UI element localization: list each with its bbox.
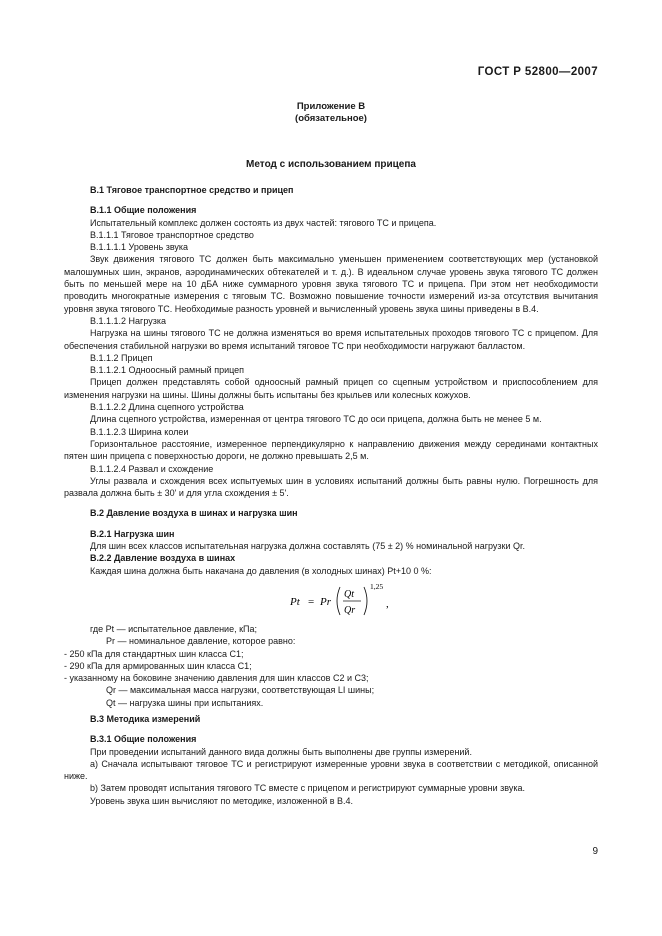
section-heading-b3: В.3 Методика измерений	[90, 713, 201, 724]
annex-title: Приложение В	[296, 101, 366, 112]
formula-pr: Pr	[320, 595, 331, 608]
paragraph: Уровень звука шин вычисляют по методике, изложенной в В.4.	[90, 795, 354, 806]
standard-designation: ГОСТ Р 52800—2007	[477, 66, 598, 78]
paragraph: Для шин всех классов испытательная нагрузка должна составлять (75 ± 2) % номинальной нагрузки Qr.	[90, 541, 526, 552]
pressure-formula	[104, 577, 598, 623]
clause-heading: В.1.1.2.4 Развал и схождение	[90, 463, 214, 474]
formula-numerator: Qt	[344, 588, 354, 600]
section-heading-b2: В.2 Давление воздуха в шинах и нагрузка шин	[90, 508, 298, 519]
clause-heading: В.1.1.2.1 Одноосный рамный прицеп	[90, 365, 245, 376]
method-title: Метод с использованием прицепа	[246, 159, 416, 170]
where-list-item: - указанному на боковине значению давления для шин классов С2 и С3;	[64, 673, 369, 684]
where-list-item: - 290 кПа для армированных шин класса С1;	[64, 660, 252, 671]
paragraph: Горизонтальное расстояние, измеренное перпендикулярно к направлению движения между серединами контактных пятен шин прицепа с поверхностью дороги, не должно превышать 2,5 м.	[64, 438, 598, 462]
formula-equals: =	[308, 595, 315, 608]
clause-heading: В.1.1.1.2 Нагрузка	[90, 315, 166, 326]
paragraph: Испытательный комплекс должен состоять из двух частей: тягового ТС и прицепа.	[90, 217, 437, 228]
paragraph: Каждая шина должна быть накачана до давления (в холодных шинах) Pt+10 0 %:	[90, 565, 432, 576]
clause-heading: В.1.1.2 Прицеп	[90, 352, 153, 363]
document-body	[64, 184, 598, 807]
clause-heading: В.1.1.1.1 Уровень звука	[90, 242, 189, 253]
paragraph: Звук движения тягового ТС должен быть максимально уменьшен применением соответствующих мер (установкой малошумных шин, экранов, аэродинамических обтекателей и т. д.). В идеальном случае уровень звука тягового ТС должен быть по меньшей мере на 10 дБА ниже суммарного уровня звука тягового ТС и прицепа. При этом нет необходимости проводить многократные измерения с тяговым ТС. Возможно повышение точности измерений из-за отсутствия вычитания уровня звука тягового ТС. Необходимые разность уровней и вычисленный уровень звука шины приведены в В.4.	[64, 254, 598, 314]
where-line: где Pt — испытательное давление, кПа;	[90, 623, 257, 634]
formula-graphic	[286, 577, 416, 623]
formula-exponent: 1,25	[370, 581, 384, 591]
paragraph: При проведении испытаний данного вида должны быть выполнены две группы измерений.	[90, 746, 472, 757]
annex-heading	[0, 101, 662, 125]
section-heading-b1: В.1 Тяговое транспортное средство и прицеп	[90, 185, 294, 195]
paragraph: Длина сцепного устройства, измеренная от центра тягового ТС до оси прицепа, должна быть не менее 5 м.	[90, 414, 542, 425]
annex-status: (обязательное)	[295, 113, 367, 124]
clause-heading: В.1.1.1 Тяговое транспортное средство	[90, 229, 254, 240]
subsection-heading-b22: В.2.2 Давление воздуха в шинах	[90, 553, 236, 564]
clause-heading: В.1.1.2.2 Длина сцепного устройства	[90, 402, 244, 413]
where-list-item: - 250 кПа для стандартных шин класса С1;	[64, 648, 244, 659]
formula-lhs: Pt	[290, 595, 300, 608]
subsection-heading-b31: В.3.1 Общие положения	[90, 734, 197, 745]
paragraph: Углы развала и схождения всех испытуемых шин в условиях испытаний должны быть равны нулю. Погрешность для развала должна быть ± 30' и для угла схождения ± 5'.	[64, 475, 598, 499]
left-paren	[337, 587, 340, 615]
right-paren	[364, 587, 367, 615]
formula-tail: ,	[386, 597, 389, 610]
page-number: 9	[592, 846, 598, 857]
subsection-heading-b11: В.1.1 Общие положения	[90, 205, 197, 216]
paragraph: a) Сначала испытывают тяговое ТС и регистрируют измеренные уровни звука в соответствии с методикой, описанной ниже.	[64, 758, 598, 782]
where-line: Qr — максимальная масса нагрузки, соответствующая LI шины;	[106, 685, 375, 696]
paragraph: Нагрузка на шины тягового ТС не должна изменяться во время испытательных проходов тягового ТС с прицепом. Для обеспечения стабильной нагрузки во время испытаний тяговое ТС при необходимости нагружают балластом.	[64, 328, 598, 351]
subsection-heading-b21: В.2.1 Нагрузка шин	[90, 528, 175, 539]
clause-heading: В.1.1.2.3 Ширина колеи	[90, 426, 189, 437]
where-line: Pr — номинальное давление, которое равно:	[106, 636, 296, 647]
formula-denominator: Qr	[344, 604, 356, 616]
paragraph: Прицеп должен представлять собой одноосный рамный прицеп со сцепным устройством и приспособлением для изменения нагрузки на шины. Шины должны быть испытаны без крыльев или колесных кожухов.	[64, 377, 598, 400]
paragraph: b) Затем проводят испытания тягового ТС вместе с прицепом и регистрируют суммарные уровни звука.	[90, 783, 525, 794]
where-line: Qt — нагрузка шины при испытаниях.	[106, 697, 264, 708]
